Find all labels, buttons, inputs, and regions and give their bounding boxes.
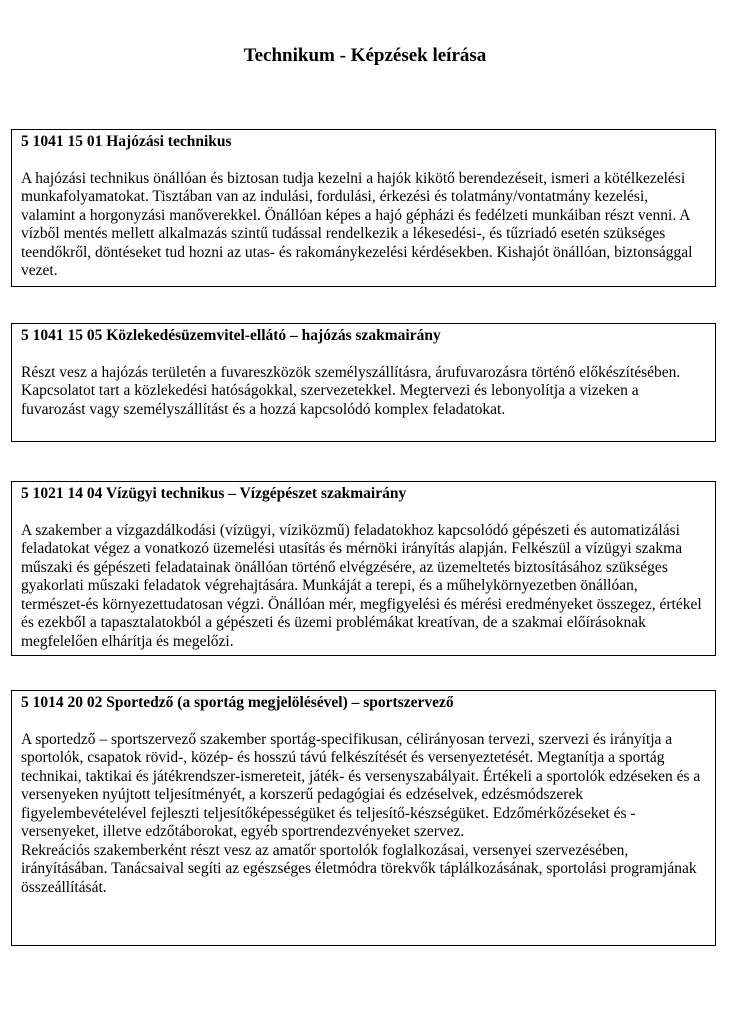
course-section-sportedzo: [11, 690, 716, 946]
section-heading: 5 1021 14 04 Vízügyi technikus – Vízgépészet szakmairány: [21, 485, 407, 502]
section-description: Részt vesz a hajózás területén a fuvareszközök személyszállításra, árufuvarozásra történő előkészítésében. Kapcsolatot tart a közlekedési hatóságokkal, szervezetekkel. Megtervezi és lebonyolítja a vizeken a fuvarozást vagy személyszállítást és a hozzá kapcsolódó komplex feladatokat.: [21, 363, 681, 418]
course-section-hajozasi-technikus: [11, 129, 716, 287]
section-heading: 5 1014 20 02 Sportedző (a sportág megjelölésével) – sportszervező: [21, 694, 454, 711]
section-description: A szakember a vízgazdálkodási (vízügyi, víziközmű) feladatokhoz kapcsolódó gépészeti és automatizálási feladatokat végez a vonatkozó üzemelési utasítás és mérnöki irányítás alapján. Felkészül a vízügyi szakma műszaki és gépészeti feladatainak önállóan történő elvégzésére, az üzemeltetés biztosításához szükséges gyakorlati műszaki feladatok végrehajtására. Munkáját a terepi, és a műhelykörnyezetben önállóan, természet-és környezettudatosan végzi. Önállóan mér, megfigyelési és mérési eredményeket összegez, értékel és ezekből a tapasztalatokból a gépészeti és üzemi problémákat kreatívan, de a szakmai előírásoknak megfelelően elhárítja és megelőzi.: [21, 521, 702, 650]
section-description: A hajózási technikus önállóan és biztosan tudja kezelni a hajók kikötő berendezéseit, ismeri a kötélkezelési munkafolyamatokat. Tisztában van az indulási, fordulási, érkezési és tolatmány/vontatmány kezelési, valamint a horgonyzási manőverekkel. Önállóan képes a hajó gépházi és fedélzeti munkáiban részt venni. A vízből mentés mellett alkalmazás szintű tudással rendelkezik a lékesedési-, és tűzriadó esetén szükséges teendőkről, döntéseket tud hozni az utas- és rakománykezelési kérdésekben. Kishajót önállóan, biztonsággal vezet.: [21, 169, 693, 279]
section-heading: 5 1041 15 05 Közlekedésüzemvitel-ellátó – hajózás szakmairány: [21, 327, 441, 344]
section-description: Rekreációs szakemberként részt vesz az amatőr sportolók foglalkozásai, versenyei szervezésében, irányításában. Tanácsaival segíti az egészséges életmódra törekvők táplálkozásának, sportolási programjának összeállítását.: [21, 841, 697, 896]
section-heading: 5 1041 15 01 Hajózási technikus: [21, 133, 232, 150]
section-description: A sportedző – sportszervező szakember sportág-specifikusan, célirányosan tervezi, szervezi és irányítja a sportolók, csapatok rövid-, közép- és hosszú távú felkészítését és versenyeztetését. Megtanítja a sportág technikai, taktikai és játékrendszer-ismereteit, játék- és versenyszabályait. Értékeli a sportolók edzéseken és a versenyeken nyújtott teljesítményét, a korszerű pedagógiai és edzéselvek, edzésmódszerek figyelembevételével fejleszti teljesítőképességüket és teljesítő-készségüket. Edzőmérkőzéseket és -versenyeket, illetve edzőtáborokat, egyéb sportrendezvényeket szervez.: [21, 730, 701, 840]
course-section-vizugyi-technikus: [11, 481, 716, 656]
page-title: Technikum - Képzések leírása: [243, 45, 487, 66]
course-section-kozlekedesuzemvitel: [11, 323, 716, 442]
